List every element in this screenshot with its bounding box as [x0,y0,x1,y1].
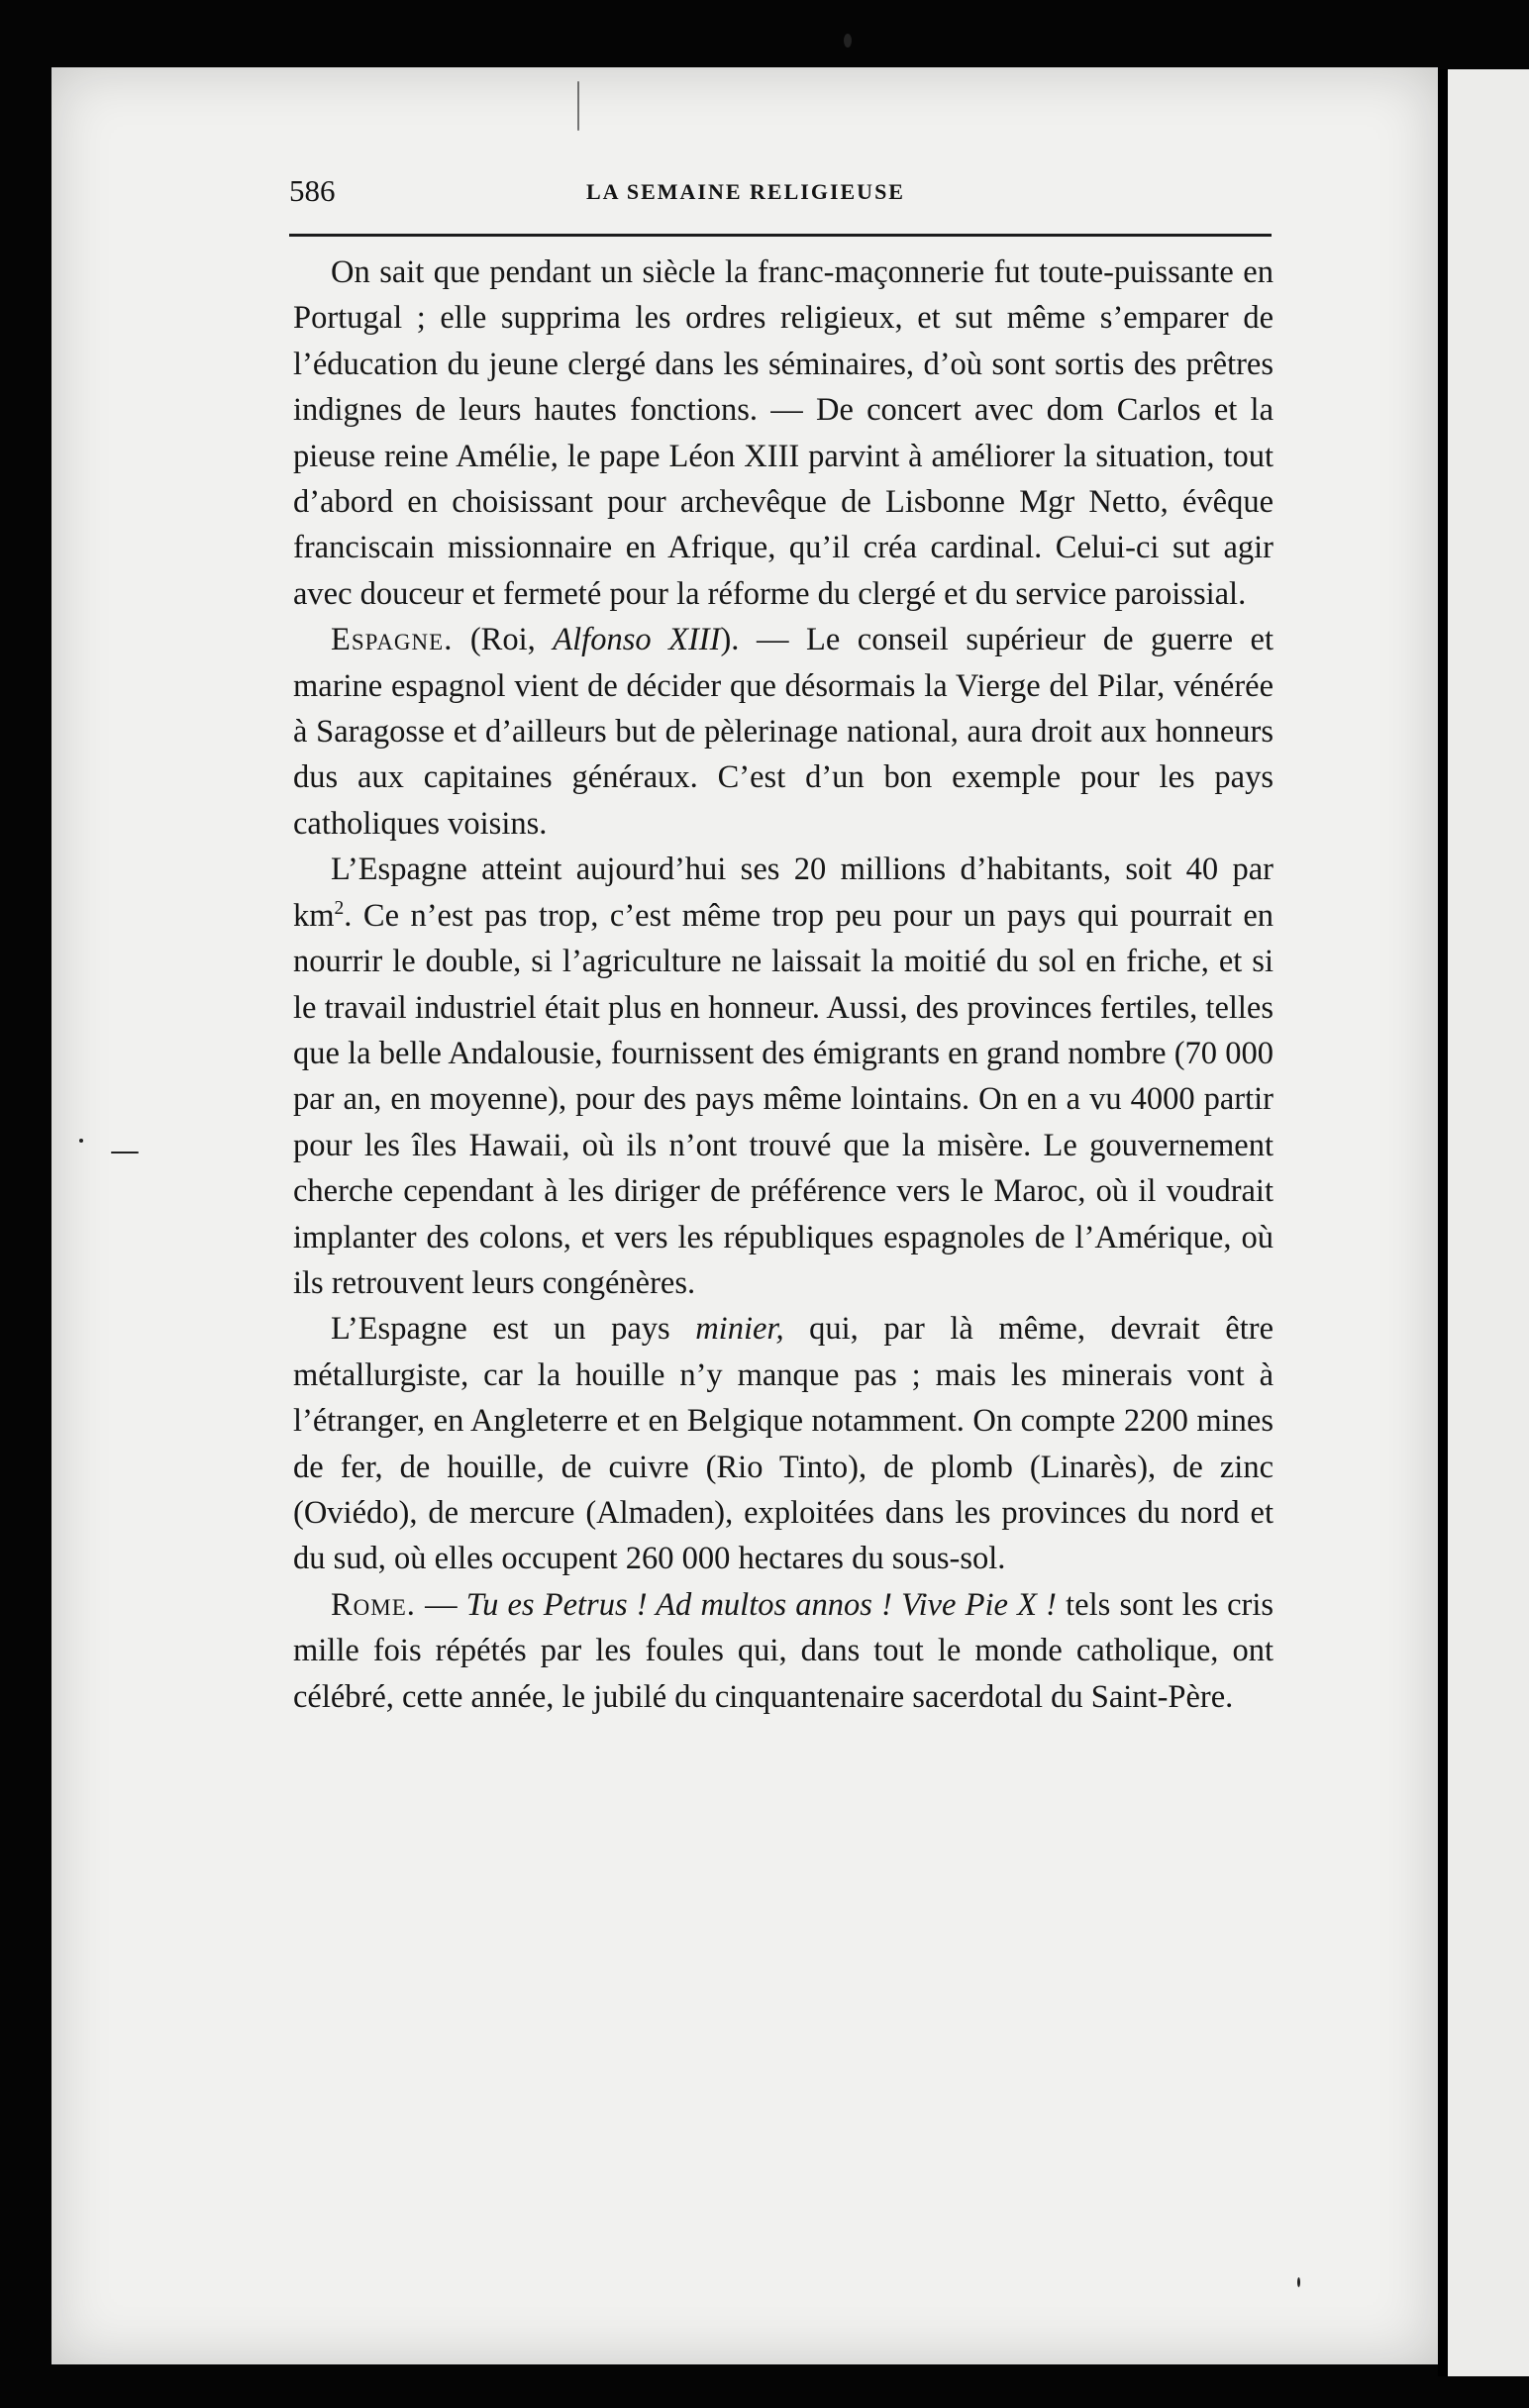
paragraph-pre: L’Espagne est un pays [331,1311,696,1348]
paragraph-text: ). — Le conseil supérieur de guerre et marine espagnol vient de décider que désormais la Vierge del Pilar, vénérée à Saragosse et d’ailleurs but de pèlerinage national, aura droit aux honneurs dus aux capitaines généraux. C’est d’un bon exemple pour les pays catholiques voisins. [293,622,1274,842]
paragraph-text: tels sont les cris mille fois répétés par les foules qui, dans tout le monde catholique, ont célébré, cette année, le jubilé du cinquantenaire sacerdotal du Saint-Père. [293,1586,1274,1715]
facing-page-edge [1448,69,1529,2376]
header-rule [289,234,1272,237]
paragraph-text: qui, par là même, devrait être métallurgiste, car la houille n’y manque pas ; mais les minerais vont à l’étranger, en Angleterre et en Belgique notamment. On compte 2200 mines de fer, de houille, de cuivre (Rio Tinto), de plomb (Linarès), de zinc (Oviédo), de mercure (Almaden), exploitées dans les provinces du nord et du sud, où elles occupent 260 000 hectares du sous-sol. [293,1311,1274,1577]
scan-speck [79,1139,83,1143]
scan-speck [844,34,852,48]
running-title: LA SEMAINE RELIGIEUSE [586,179,905,204]
paragraph-text: On sait que pendant un siècle la franc-maçonnerie fut toute-puissante en Portugal ; elle supprima les ordres religieux, et sut même s’emparer de l’éducation du jeune clergé dans les séminaires, d’où sont sortis des prêtres indignes de leurs hautes fonctions. — De concert avec dom Carlos et la pieuse reine Amélie, le pape Léon XIII parvint à améliorer la situation, tout d’abord en choisissant pour archevêque de Lisbonne Mgr Netto, évêque franciscain missionnaire en Afrique, qu’il créa cardinal. Celui-ci sut agir avec douceur et fermeté pour la réforme du clergé et du service paroissial. [293,254,1274,612]
section-lead-rome: Rome. [331,1586,416,1623]
paragraph-portugal [293,250,1274,617]
scan-speck [1297,2277,1300,2287]
paragraph-mines [293,1306,1274,1581]
article-body [293,250,1274,1720]
superscript-two: 2 [334,897,345,919]
page-number: 586 [289,173,336,208]
paragraph-population [293,847,1274,1306]
scan-speck [577,81,579,131]
paragraph-pre: L’Espagne atteint aujourd’hui ses 20 millions d’habitants, soit 40 par km [293,852,1274,934]
paragraph-pre: (Roi, [453,622,554,658]
paragraph-espagne [293,617,1274,847]
scan-speck [111,1152,139,1154]
paragraph-rome [293,1582,1274,1720]
page-header [289,173,1270,217]
paragraph-pre: — [415,1586,466,1623]
italic-king-name: Alfonso XIII [553,622,721,658]
paragraph-text: . Ce n’est pas trop, c’est même trop peu pour un pays qui pourrait en nourrir le double, si l’agriculture ne laissait la moitié du sol en friche, et si le travail industriel était plus en honneur. Aussi, des provinces fertiles, telles que la belle Andalousie, fournissent des émigrants en grand nombre (70 000 par an, en moyenne), pour des pays même lointains. On en a vu 4000 partir pour les îles Hawaii, où ils n’ont trouvé que la misère. Le gouvernement cherche cependant à les diriger de préférence vers le Maroc, où il voudrait implanter des colons, et vers les républiques espagnoles de l’Amérique, où ils retrouvent leurs congénères. [293,897,1274,1301]
italic-acclamation: Tu es Petrus ! Ad multos annos ! Vive Pie X ! [465,1586,1057,1623]
section-lead-espagne: Espagne. [331,622,454,658]
italic-minier: minier, [695,1311,784,1348]
